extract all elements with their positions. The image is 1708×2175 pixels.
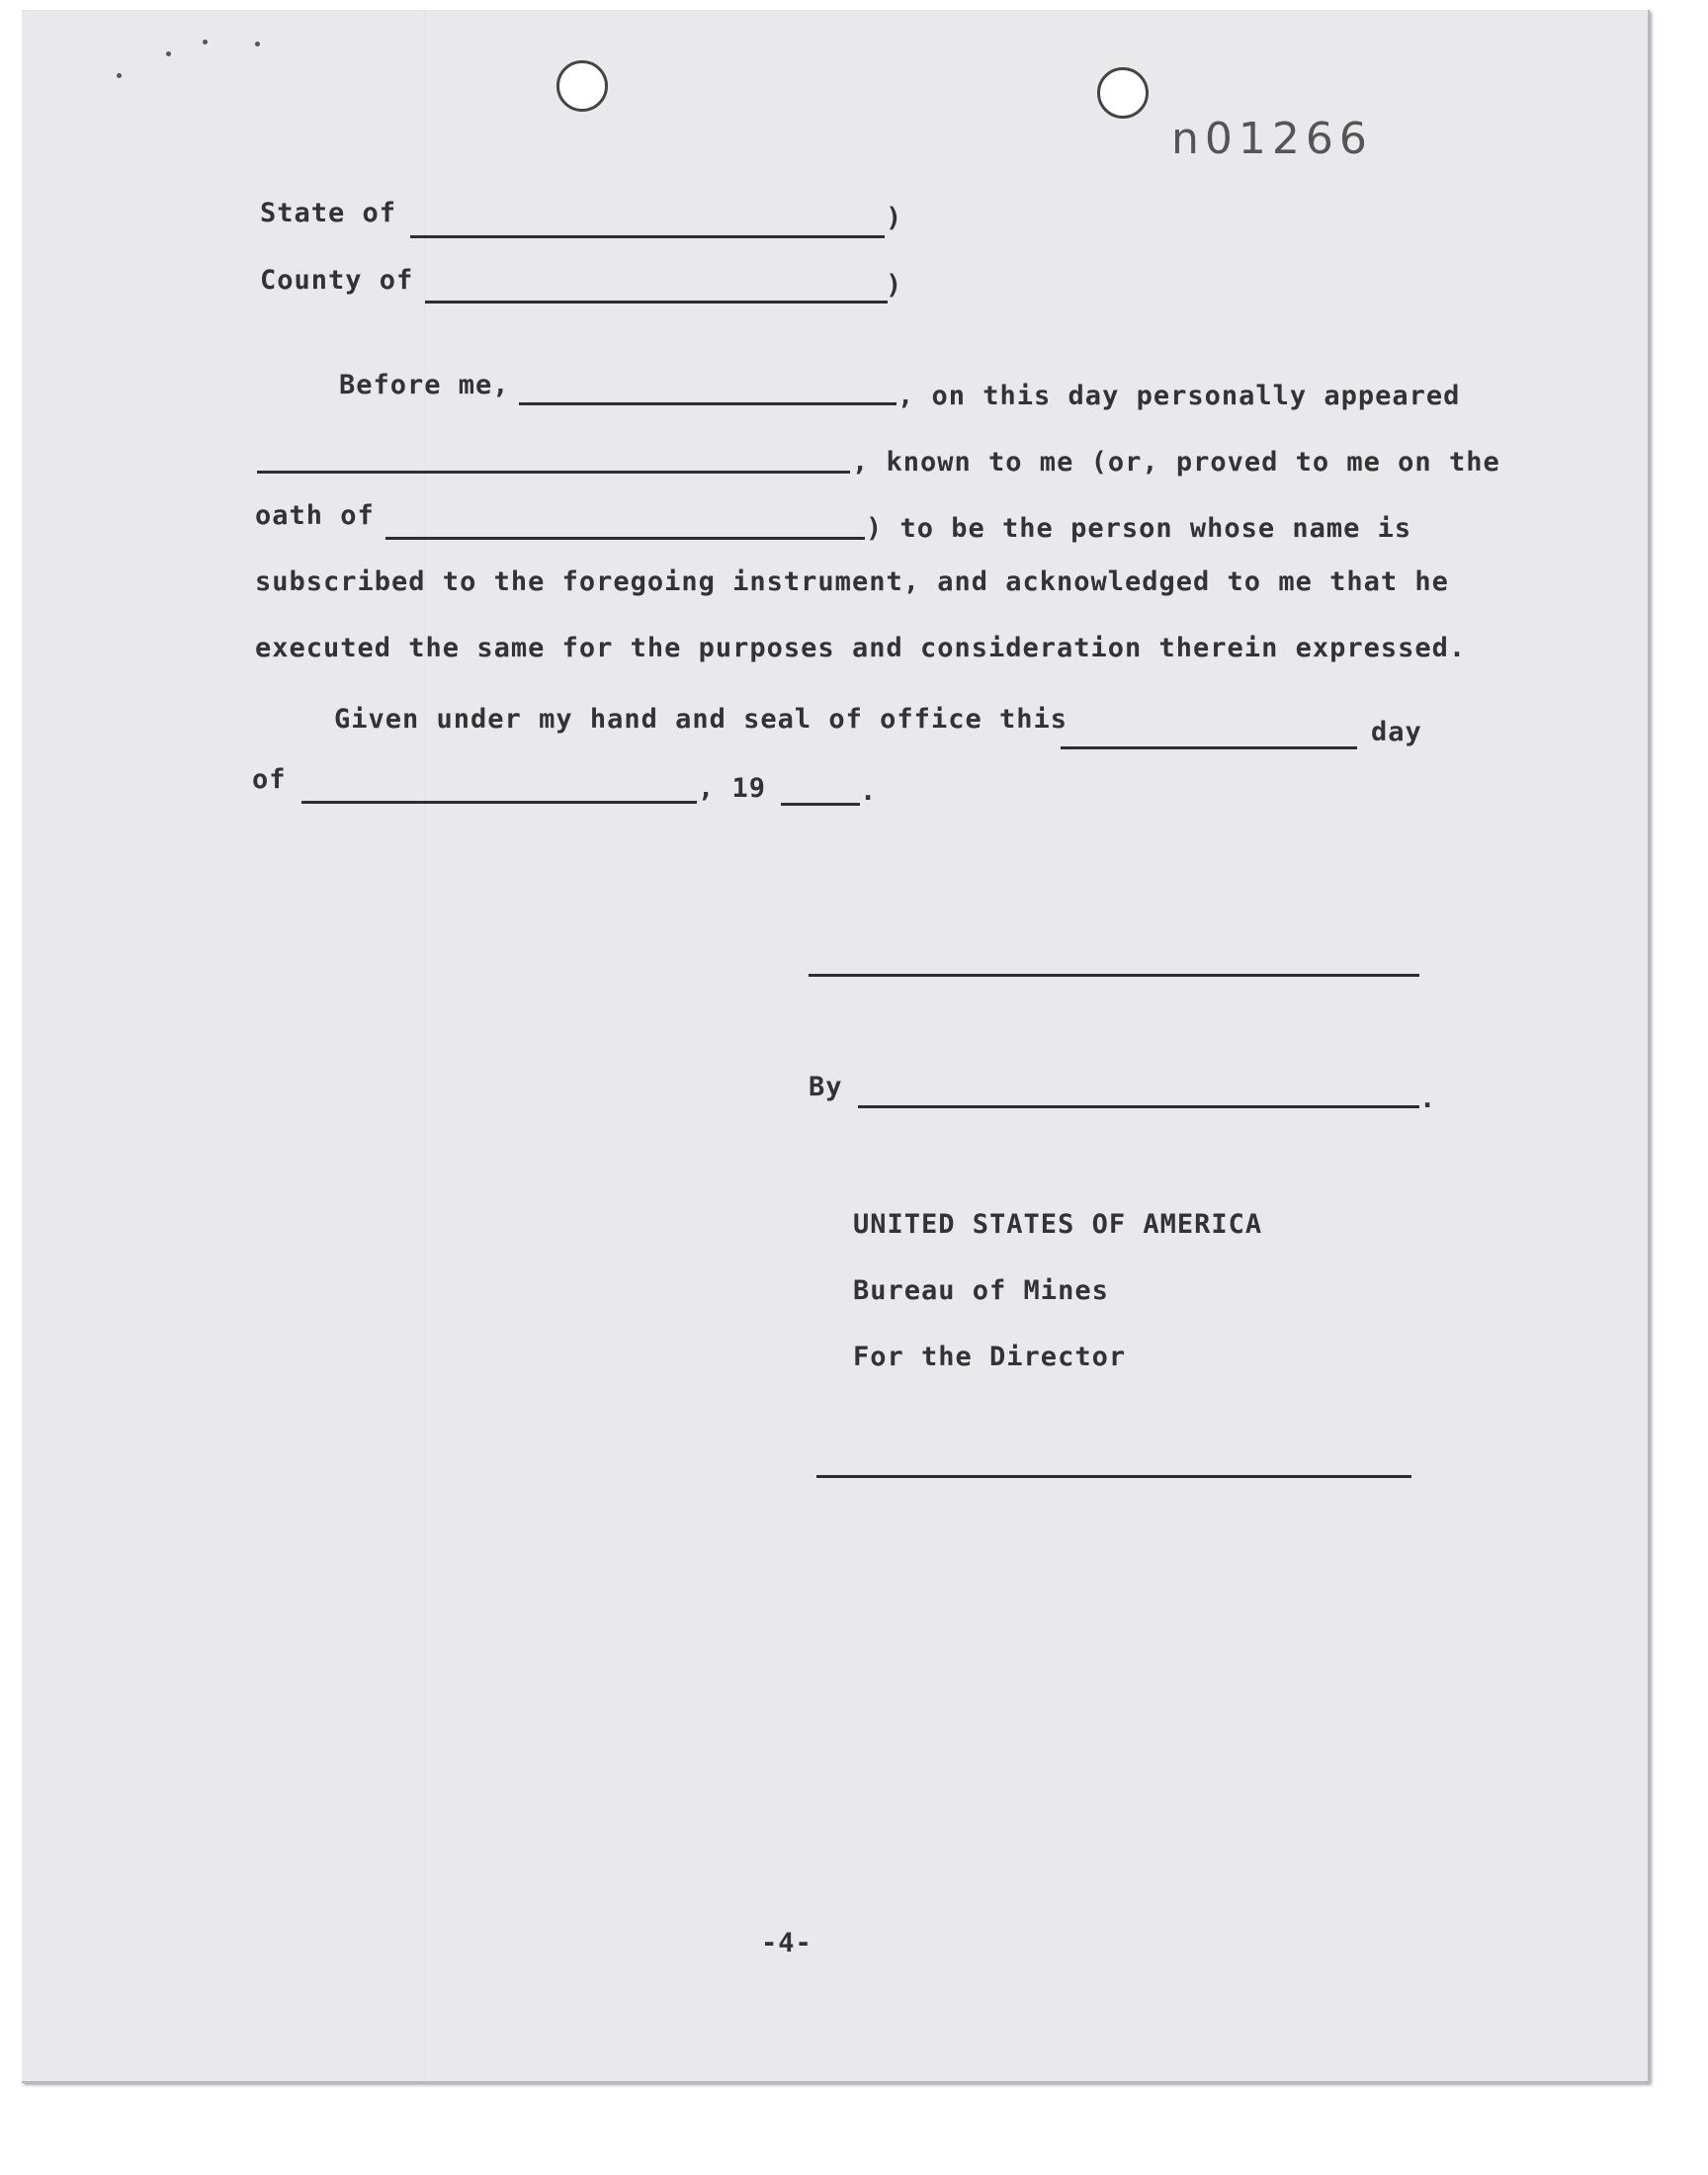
page-fold (422, 10, 425, 2081)
day-text: day (1371, 717, 1422, 747)
appearer-name-blank[interactable] (257, 471, 850, 474)
state-label: State of (260, 198, 397, 228)
county-blank[interactable] (425, 301, 888, 304)
document-number-stamp: n01266 (1171, 114, 1373, 164)
org-line-3: For the Director (853, 1342, 1127, 1372)
document-page (22, 10, 1650, 2083)
punch-hole-right (1097, 67, 1149, 119)
director-signature-line[interactable] (816, 1475, 1411, 1478)
ack-line-4: subscribed to the foregoing instrument, and acknowledged to me that he (255, 566, 1449, 597)
oath-of-text: oath of (255, 500, 375, 531)
by-period: . (1419, 1084, 1437, 1114)
year-period: . (860, 776, 878, 807)
by-signature-line[interactable] (858, 1105, 1419, 1108)
to-be-person-text: ) to be the person whose name is (866, 513, 1412, 544)
signature-line-1[interactable] (809, 974, 1419, 977)
speck (117, 73, 122, 78)
nineteen-text: , 19 (698, 773, 767, 804)
notary-name-blank[interactable] (519, 402, 897, 405)
ack-line-5: executed the same for the purposes and consideration therein expressed. (255, 633, 1467, 663)
faint-bleedthrough (255, 77, 272, 123)
speck (255, 42, 260, 46)
speck (166, 51, 171, 56)
org-line-1: UNITED STATES OF AMERICA (853, 1209, 1263, 1240)
month-blank[interactable] (301, 801, 697, 804)
county-label: County of (260, 265, 414, 296)
before-me-text: Before me, (339, 370, 510, 400)
day-blank[interactable] (1061, 746, 1357, 749)
year-blank[interactable] (781, 803, 860, 806)
given-text: Given under my hand and seal of office this (334, 704, 1068, 735)
known-to-me-text: , known to me (or, proved to me on the (852, 447, 1500, 478)
county-brace: ) (886, 270, 903, 301)
by-label: By (809, 1072, 843, 1102)
on-this-day-text: , on this day personally appeared (897, 381, 1461, 411)
speck (203, 40, 208, 44)
state-blank[interactable] (410, 235, 885, 238)
of-text: of (252, 764, 287, 795)
org-line-2: Bureau of Mines (853, 1275, 1109, 1306)
state-brace: ) (886, 203, 903, 233)
oath-of-blank[interactable] (385, 537, 865, 540)
punch-hole-left (556, 60, 608, 112)
page-number: -4- (761, 1928, 812, 1958)
